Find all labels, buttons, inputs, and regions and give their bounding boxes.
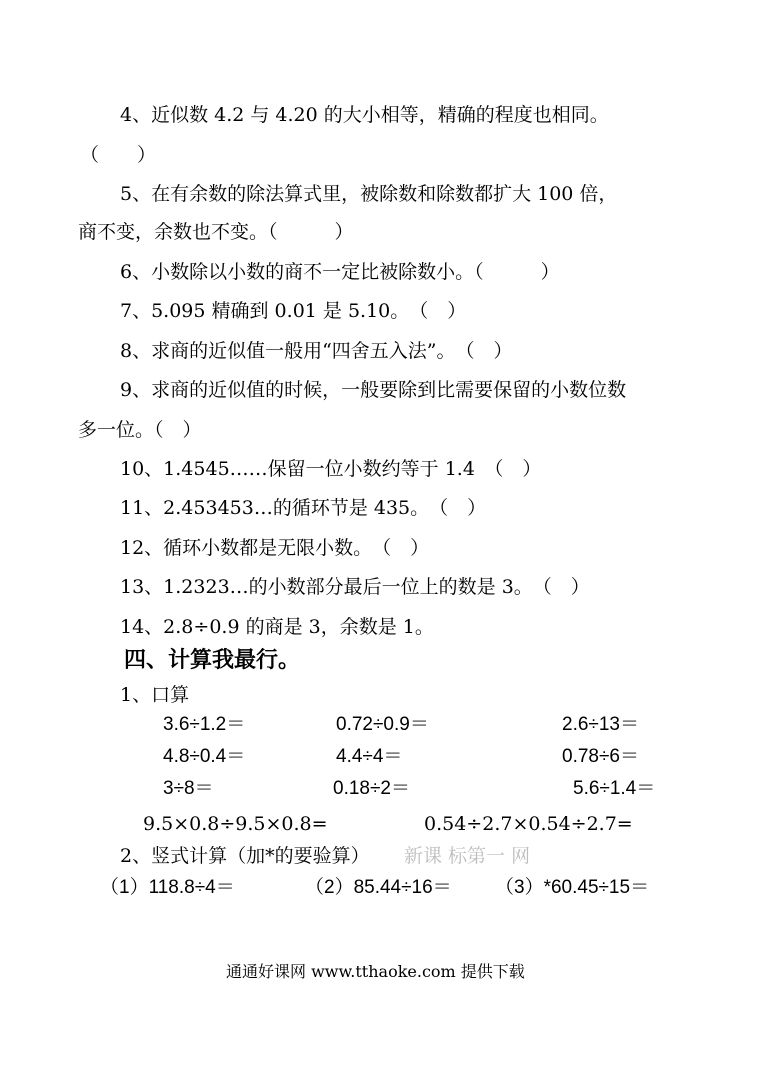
question-10: 10、1.4545……保留一位小数约等于 1.4 （ ） <box>120 458 542 480</box>
question-13: 13、1.2323…的小数部分最后一位上的数是 3。 （ ） <box>120 576 590 598</box>
oral-calc-title: 1、口算 <box>120 684 190 706</box>
oral-item: 0.54÷2.7×0.54÷2.7= <box>424 813 633 835</box>
question-11: 11、2.453453…的循环节是 435。 （ ） <box>120 497 487 519</box>
question-9-cont: 多一位。（ ） <box>78 419 202 441</box>
oral-item: 4.4÷4＝ <box>336 746 403 767</box>
watermark: 新课 标第一 网 <box>404 845 531 867</box>
question-12: 12、循环小数都是无限小数。 （ ） <box>120 537 430 559</box>
oral-item: 3÷8＝ <box>163 778 214 799</box>
oral-item: 0.72÷0.9＝ <box>336 714 429 735</box>
question-7: 7、5.095 精确到 0.01 是 5.10。 （ ） <box>120 300 467 322</box>
question-4: 4、近似数 4.2 与 4.20 的大小相等，精确的程度也相同。 <box>120 104 609 126</box>
oral-item: 2.6÷13＝ <box>562 714 639 735</box>
vertical-item: （2）85.44÷16＝ <box>305 877 452 898</box>
vertical-calc-title: 2、竖式计算（加*的要验算） <box>120 845 370 867</box>
question-5: 5、在有余数的除法算式里，被除数和除数都扩大 100 倍， <box>120 183 618 205</box>
oral-item: 4.8÷0.4＝ <box>163 746 246 767</box>
oral-item: 3.6÷1.2＝ <box>163 714 246 735</box>
vertical-item: （1）118.8÷4＝ <box>100 877 235 898</box>
oral-item: 0.18÷2＝ <box>333 778 410 799</box>
oral-item: 5.6÷1.4＝ <box>573 778 656 799</box>
question-14: 14、2.8÷0.9 的商是 3，余数是 1。 <box>120 616 434 638</box>
vertical-item: （3）*60.45÷15＝ <box>495 877 650 898</box>
question-9: 9、求商的近似值的时候，一般要除到比需要保留的小数位数 <box>120 379 627 401</box>
section-title: 四、计算我最行。 <box>124 648 301 673</box>
oral-item: 9.5×0.8÷9.5×0.8= <box>143 813 328 835</box>
question-4-answer-blank: （ ） <box>80 144 157 166</box>
question-5-cont: 商不变，余数也不变。（ ） <box>78 221 354 243</box>
question-6: 6、小数除以小数的商不一定比被除数小。（ ） <box>120 261 560 283</box>
oral-item: 0.78÷6＝ <box>562 746 639 767</box>
footer: 通通好课网 www.tthaoke.com 提供下载 <box>226 962 525 981</box>
question-8: 8、求商的近似值一般用“四舍五入法”。 （ ） <box>120 340 513 362</box>
